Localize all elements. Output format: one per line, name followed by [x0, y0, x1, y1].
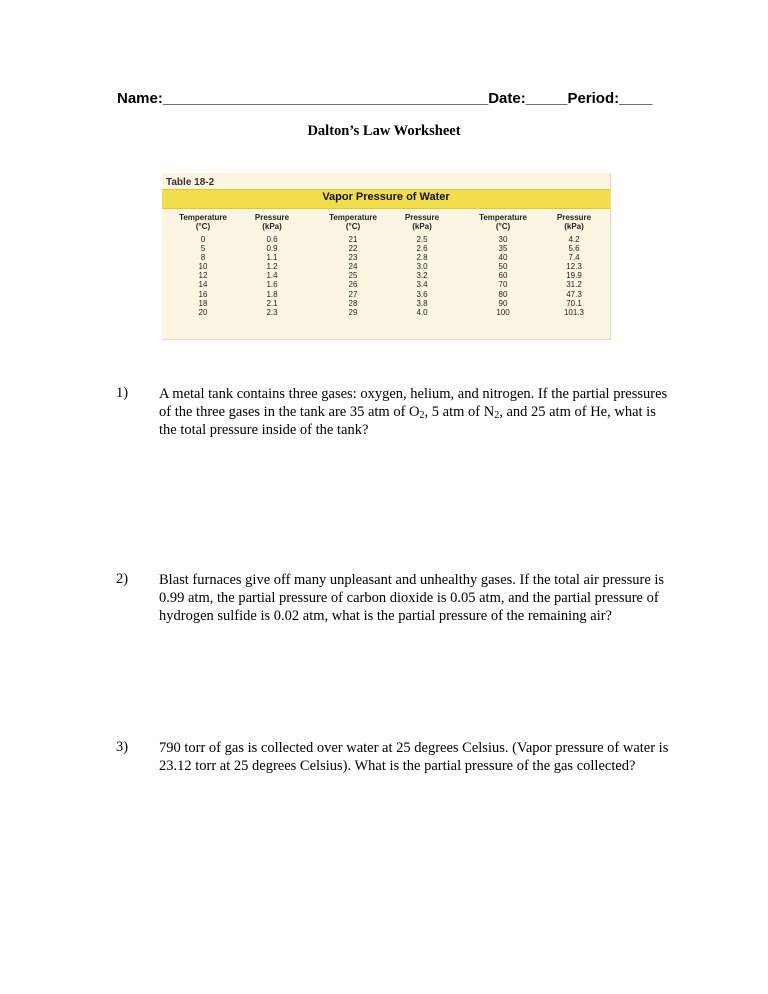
- period-blank: ____: [619, 90, 653, 107]
- table-cell: 40: [498, 253, 508, 263]
- table-cell: 5.6: [568, 244, 580, 254]
- header-line: [117, 90, 677, 107]
- table-cell: 10: [198, 262, 208, 272]
- table-column: [398, 213, 446, 317]
- table-label: Table 18-2: [166, 177, 215, 188]
- column-unit: (°C): [345, 222, 361, 231]
- table-cell: 4.2: [568, 235, 580, 244]
- question-number: 3): [116, 739, 129, 755]
- table-cell: 27: [348, 289, 358, 299]
- table-cell: 31.2: [566, 280, 582, 290]
- table-cell: 3.4: [416, 280, 428, 290]
- name-blank: _______________________________________: [162, 90, 489, 107]
- table-cell: 3.0: [416, 262, 428, 272]
- column-header: Temperature: [329, 213, 377, 222]
- table-cell: 21: [348, 235, 358, 244]
- table-cell: 8: [200, 253, 206, 263]
- table-cell: 12: [198, 271, 208, 281]
- table-cell: 80: [498, 289, 508, 299]
- table-cell: 70: [498, 280, 508, 290]
- name-label: Name:: [117, 90, 163, 107]
- table-cell: 1.6: [266, 280, 278, 290]
- table-cell: 25: [348, 271, 358, 281]
- table-cell: 19.9: [566, 271, 582, 281]
- worksheet-title: Dalton’s Law Worksheet: [307, 123, 461, 139]
- table-cell: 90: [498, 298, 508, 308]
- table-column: [322, 213, 384, 317]
- column-header: Temperature: [179, 213, 227, 222]
- column-unit: (kPa): [564, 222, 584, 231]
- table-cell: 60: [498, 271, 508, 281]
- column-header: Pressure: [404, 213, 440, 222]
- column-header: Pressure: [254, 213, 290, 222]
- table-cell: 29: [348, 307, 358, 317]
- question-number: 1): [116, 385, 129, 401]
- table-column: [550, 213, 598, 317]
- table-cell: 7.4: [568, 253, 580, 263]
- column-unit: (kPa): [262, 222, 282, 231]
- table-cell: 18: [198, 298, 208, 308]
- date-blank: _____: [525, 90, 568, 107]
- table-cell: 23: [348, 253, 358, 263]
- table-cell: 50: [498, 262, 508, 272]
- table-cell: 2.8: [416, 253, 428, 263]
- table-column: [248, 213, 296, 317]
- table-cell: 2.1: [266, 298, 278, 308]
- period-label: Period:: [567, 90, 620, 107]
- table-cell: 1.1: [266, 253, 278, 263]
- table-cell: 26: [348, 280, 358, 290]
- table-cell: 3.2: [416, 271, 428, 281]
- table-cell: 4.0: [416, 307, 428, 317]
- table-cell: 3.6: [416, 289, 428, 299]
- table-cell: 1.8: [266, 289, 278, 299]
- table-cell: 30: [498, 235, 508, 244]
- table-cell: 1.2: [266, 262, 278, 272]
- column-header: Pressure: [556, 213, 592, 222]
- question-text: Blast furnaces give off many unpleasant and unhealthy gases. If the total air pressure is 0.99 atm, the partial pressure of carbon dioxide is 0.05 atm, and the partial pressure of hydrogen sulfide is 0.02 atm, what is the partial pressure of the remaining air?: [159, 572, 665, 624]
- column-unit: (kPa): [412, 222, 432, 231]
- table-cell: 5: [200, 244, 206, 254]
- table-cell: 100: [496, 307, 510, 317]
- table-cell: 28: [348, 298, 358, 308]
- table-caption: Vapor Pressure of Water: [322, 191, 450, 203]
- table-cell: 12.3: [566, 262, 582, 272]
- table-cell: 24: [348, 262, 358, 272]
- column-unit: (°C): [195, 222, 211, 231]
- date-label: Date:: [488, 90, 526, 107]
- table-cell: 1.4: [266, 271, 278, 281]
- table-cell: 35: [498, 244, 508, 254]
- table-cell: 0.9: [266, 244, 278, 254]
- table-cell: 14: [198, 280, 208, 290]
- column-unit: (°C): [495, 222, 511, 231]
- table-cell: 2.3: [266, 307, 278, 317]
- table-cell: 101.3: [563, 307, 585, 317]
- table-column: [172, 213, 234, 317]
- table-cell: 2.6: [416, 244, 428, 254]
- table-cell: 2.5: [416, 235, 428, 244]
- table-cell: 20: [198, 307, 208, 317]
- table-cell: 0.6: [266, 235, 278, 244]
- vapor-pressure-table: [162, 173, 611, 340]
- question-text: 790 torr of gas is collected over water at 25 degrees Celsius. (Vapor pressure of water is 23.12 torr at 25 degrees Celsius). What is the partial pressure of the gas collected?: [159, 740, 669, 774]
- table-cell: 47.3: [566, 289, 582, 299]
- column-header: Temperature: [479, 213, 527, 222]
- table-column: [472, 213, 534, 317]
- table-cell: 70.1: [566, 298, 582, 308]
- table-cell: 0: [200, 235, 206, 244]
- table-cell: 3.8: [416, 298, 428, 308]
- question-number: 2): [116, 571, 129, 587]
- table-cell: 22: [348, 244, 358, 254]
- table-cell: 16: [198, 289, 208, 299]
- question-text: A metal tank contains three gases: oxygen, helium, and nitrogen. If the partial pressures of the three gases in the tank are 35 atm of $O_2$, 5 atm of $N_2$, and 25 atm of He, what is the total pressure inside of the tank?: [159, 386, 668, 438]
